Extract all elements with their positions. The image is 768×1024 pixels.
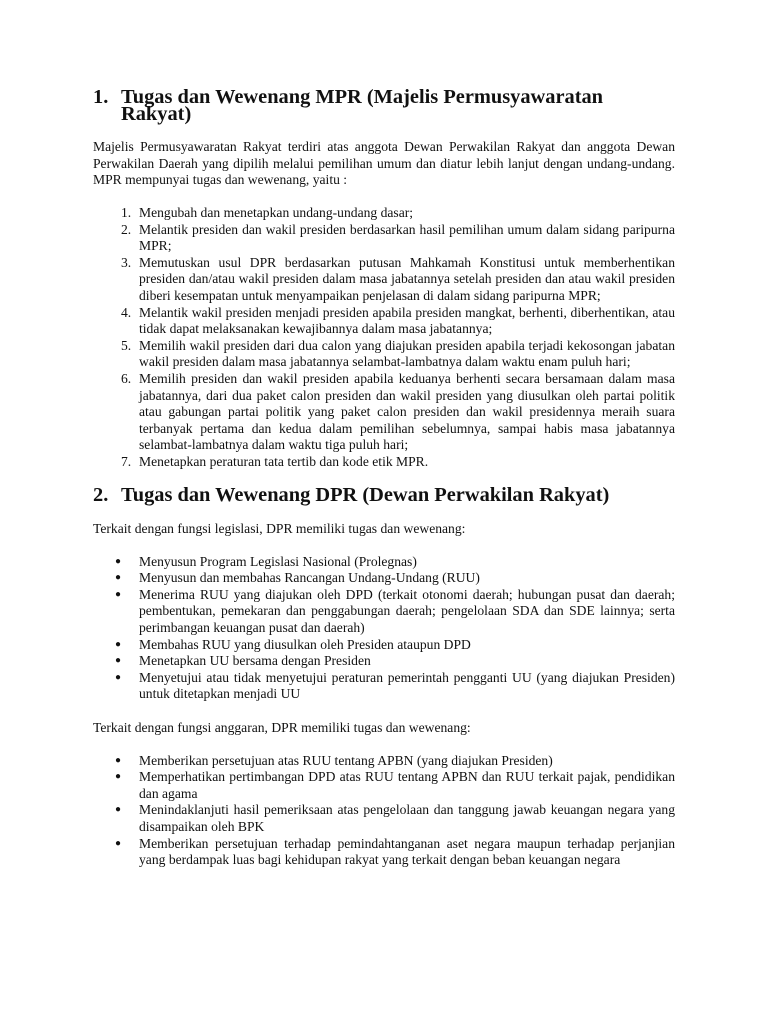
list-item-text: Melantik wakil presiden menjadi presiden apabila presiden mangkat, berhenti, diberhentikan, atau tidak dapat melaksanakan kewajibannya dalam masa jabatannya;	[139, 304, 675, 337]
list-item-text: Memperhatikan pertimbangan DPD atas RUU tentang APBN dan RUU terkait pajak, pendidikan dan agama	[139, 769, 675, 801]
list-item-text: Memilih presiden dan wakil presiden apabila keduanya berhenti secara bersamaan dalam masa jabatannya, dari dua paket calon presiden dan wakil presiden yang diusulkan oleh partai politik atau gabungan partai politik yang paket calon presiden dan wakil presidennya meraih suara terbanyak pertama dan kedua dalam pemilihan sebelumnya, sampai habis masa jabatannya selambat-lambatnya dalam waktu tiga puluh hari;	[139, 370, 675, 453]
list-item	[93, 769, 675, 802]
list-item	[93, 587, 675, 637]
bullet-icon: ●	[115, 572, 122, 584]
list-item	[93, 222, 675, 255]
bullet-icon: ●	[115, 771, 122, 783]
list-item	[93, 338, 675, 371]
list-item-number: 2.	[121, 221, 132, 237]
bullet-icon: ●	[115, 638, 122, 650]
list-item-number: 7.	[121, 453, 132, 469]
section-1-title: Tugas dan Wewenang MPR (Majelis Permusyawaratan Rakyat)	[121, 86, 604, 125]
list-item	[93, 205, 675, 222]
bullet-icon: ●	[115, 555, 122, 567]
mpr-duties-list	[93, 205, 675, 471]
list-item	[93, 670, 675, 703]
list-item	[93, 255, 675, 305]
section-2-number: 2.	[93, 484, 109, 507]
list-item	[93, 653, 675, 670]
list-item	[93, 570, 675, 587]
list-item-text: Menyusun dan membahas Rancangan Undang-Undang (RUU)	[139, 570, 480, 586]
list-item	[93, 802, 675, 835]
section-1-number: 1.	[93, 86, 109, 108]
list-item-text: Menetapkan UU bersama dengan Presiden	[139, 653, 371, 669]
anggaran-intro: Terkait dengan fungsi anggaran, DPR memiliki tugas dan wewenang:	[93, 720, 471, 735]
anggaran-list	[93, 753, 675, 869]
bullet-icon: ●	[115, 671, 122, 683]
list-item-number: 6.	[121, 370, 132, 386]
list-item-text: Menerima RUU yang diajukan oleh DPD (terkait otonomi daerah; hubungan pusat dan daerah; pembentukan, pemekaran dan penggabungan daerah; pengelolaan SDA dan SDE lainnya; serta perimbangan keuangan pusat dan daerah)	[139, 586, 675, 636]
list-item-text: Membahas RUU yang diusulkan oleh Presiden ataupun DPD	[139, 636, 471, 652]
section-1-heading	[93, 86, 675, 125]
list-item	[93, 753, 675, 770]
list-item	[93, 305, 675, 338]
bullet-icon: ●	[115, 655, 122, 667]
list-item-text: Memberikan persetujuan atas RUU tentang APBN (yang diajukan Presiden)	[139, 752, 553, 768]
list-item-text: Menetapkan peraturan tata tertib dan kode etik MPR.	[139, 453, 429, 469]
list-item-number: 3.	[121, 254, 132, 270]
section-2-title: Tugas dan Wewenang DPR (Dewan Perwakilan Rakyat)	[121, 484, 610, 507]
bullet-icon: ●	[115, 804, 122, 816]
list-item	[93, 454, 675, 471]
list-item-text: Memilih wakil presiden dari dua calon yang diajukan presiden apabila terjadi kekosongan jabatan wakil presiden dalam masa jabatannya selambat-lambatnya dalam waktu enam puluh hari;	[139, 337, 675, 370]
list-item-text: Menindaklanjuti hasil pemeriksaan atas pengelolaan dan tanggung jawab keuangan negara yang disampaikan oleh BPK	[139, 802, 675, 834]
list-item	[93, 554, 675, 571]
list-item	[93, 836, 675, 869]
list-item-number: 4.	[121, 304, 132, 320]
document-body	[93, 86, 675, 869]
list-item-text: Menyusun Program Legislasi Nasional (Prolegnas)	[139, 553, 417, 569]
bullet-icon: ●	[115, 588, 122, 600]
section-2-heading	[93, 484, 675, 507]
list-item-text: Melantik presiden dan wakil presiden berdasarkan hasil pemilihan umum dalam sidang paripurna MPR;	[139, 221, 675, 254]
section-1-intro: Majelis Permusyawaratan Rakyat terdiri atas anggota Dewan Perwakilan Rakyat dan anggota Dewan Perwakilan Daerah yang dipilih melalui pemilihan umum dan diatur lebih lanjut dengan undang-undang. MPR mempunyai tugas dan wewenang, yaitu :	[93, 139, 675, 188]
list-item-text: Memberikan persetujuan terhadap pemindahtanganan aset negara maupun terhadap perjanjian yang berdampak luas bagi kehidupan rakyat yang terkait dengan beban keuangan negara	[139, 835, 675, 868]
list-item	[93, 371, 675, 454]
bullet-icon: ●	[115, 754, 122, 766]
list-item-number: 5.	[121, 337, 132, 353]
legislasi-intro: Terkait dengan fungsi legislasi, DPR memiliki tugas dan wewenang:	[93, 521, 466, 537]
list-item-text: Memutuskan usul DPR berdasarkan putusan Mahkamah Konstitusi untuk memberhentikan presiden dan/atau wakil presiden dalam masa jabatannya setelah presiden dan atau wakil presiden diberi kesempatan untuk menyampaikan penjelasan di dalam sidang paripurna MPR;	[139, 254, 675, 303]
list-item-text: Menyetujui atau tidak menyetujui peraturan pemerintah pengganti UU (yang diajukan Presiden) untuk ditetapkan menjadi UU	[139, 669, 675, 702]
bullet-icon: ●	[115, 837, 122, 849]
legislasi-list	[93, 554, 675, 703]
list-item-number: 1.	[121, 204, 132, 220]
list-item	[93, 637, 675, 654]
list-item-text: Mengubah dan menetapkan undang-undang dasar;	[139, 204, 414, 220]
